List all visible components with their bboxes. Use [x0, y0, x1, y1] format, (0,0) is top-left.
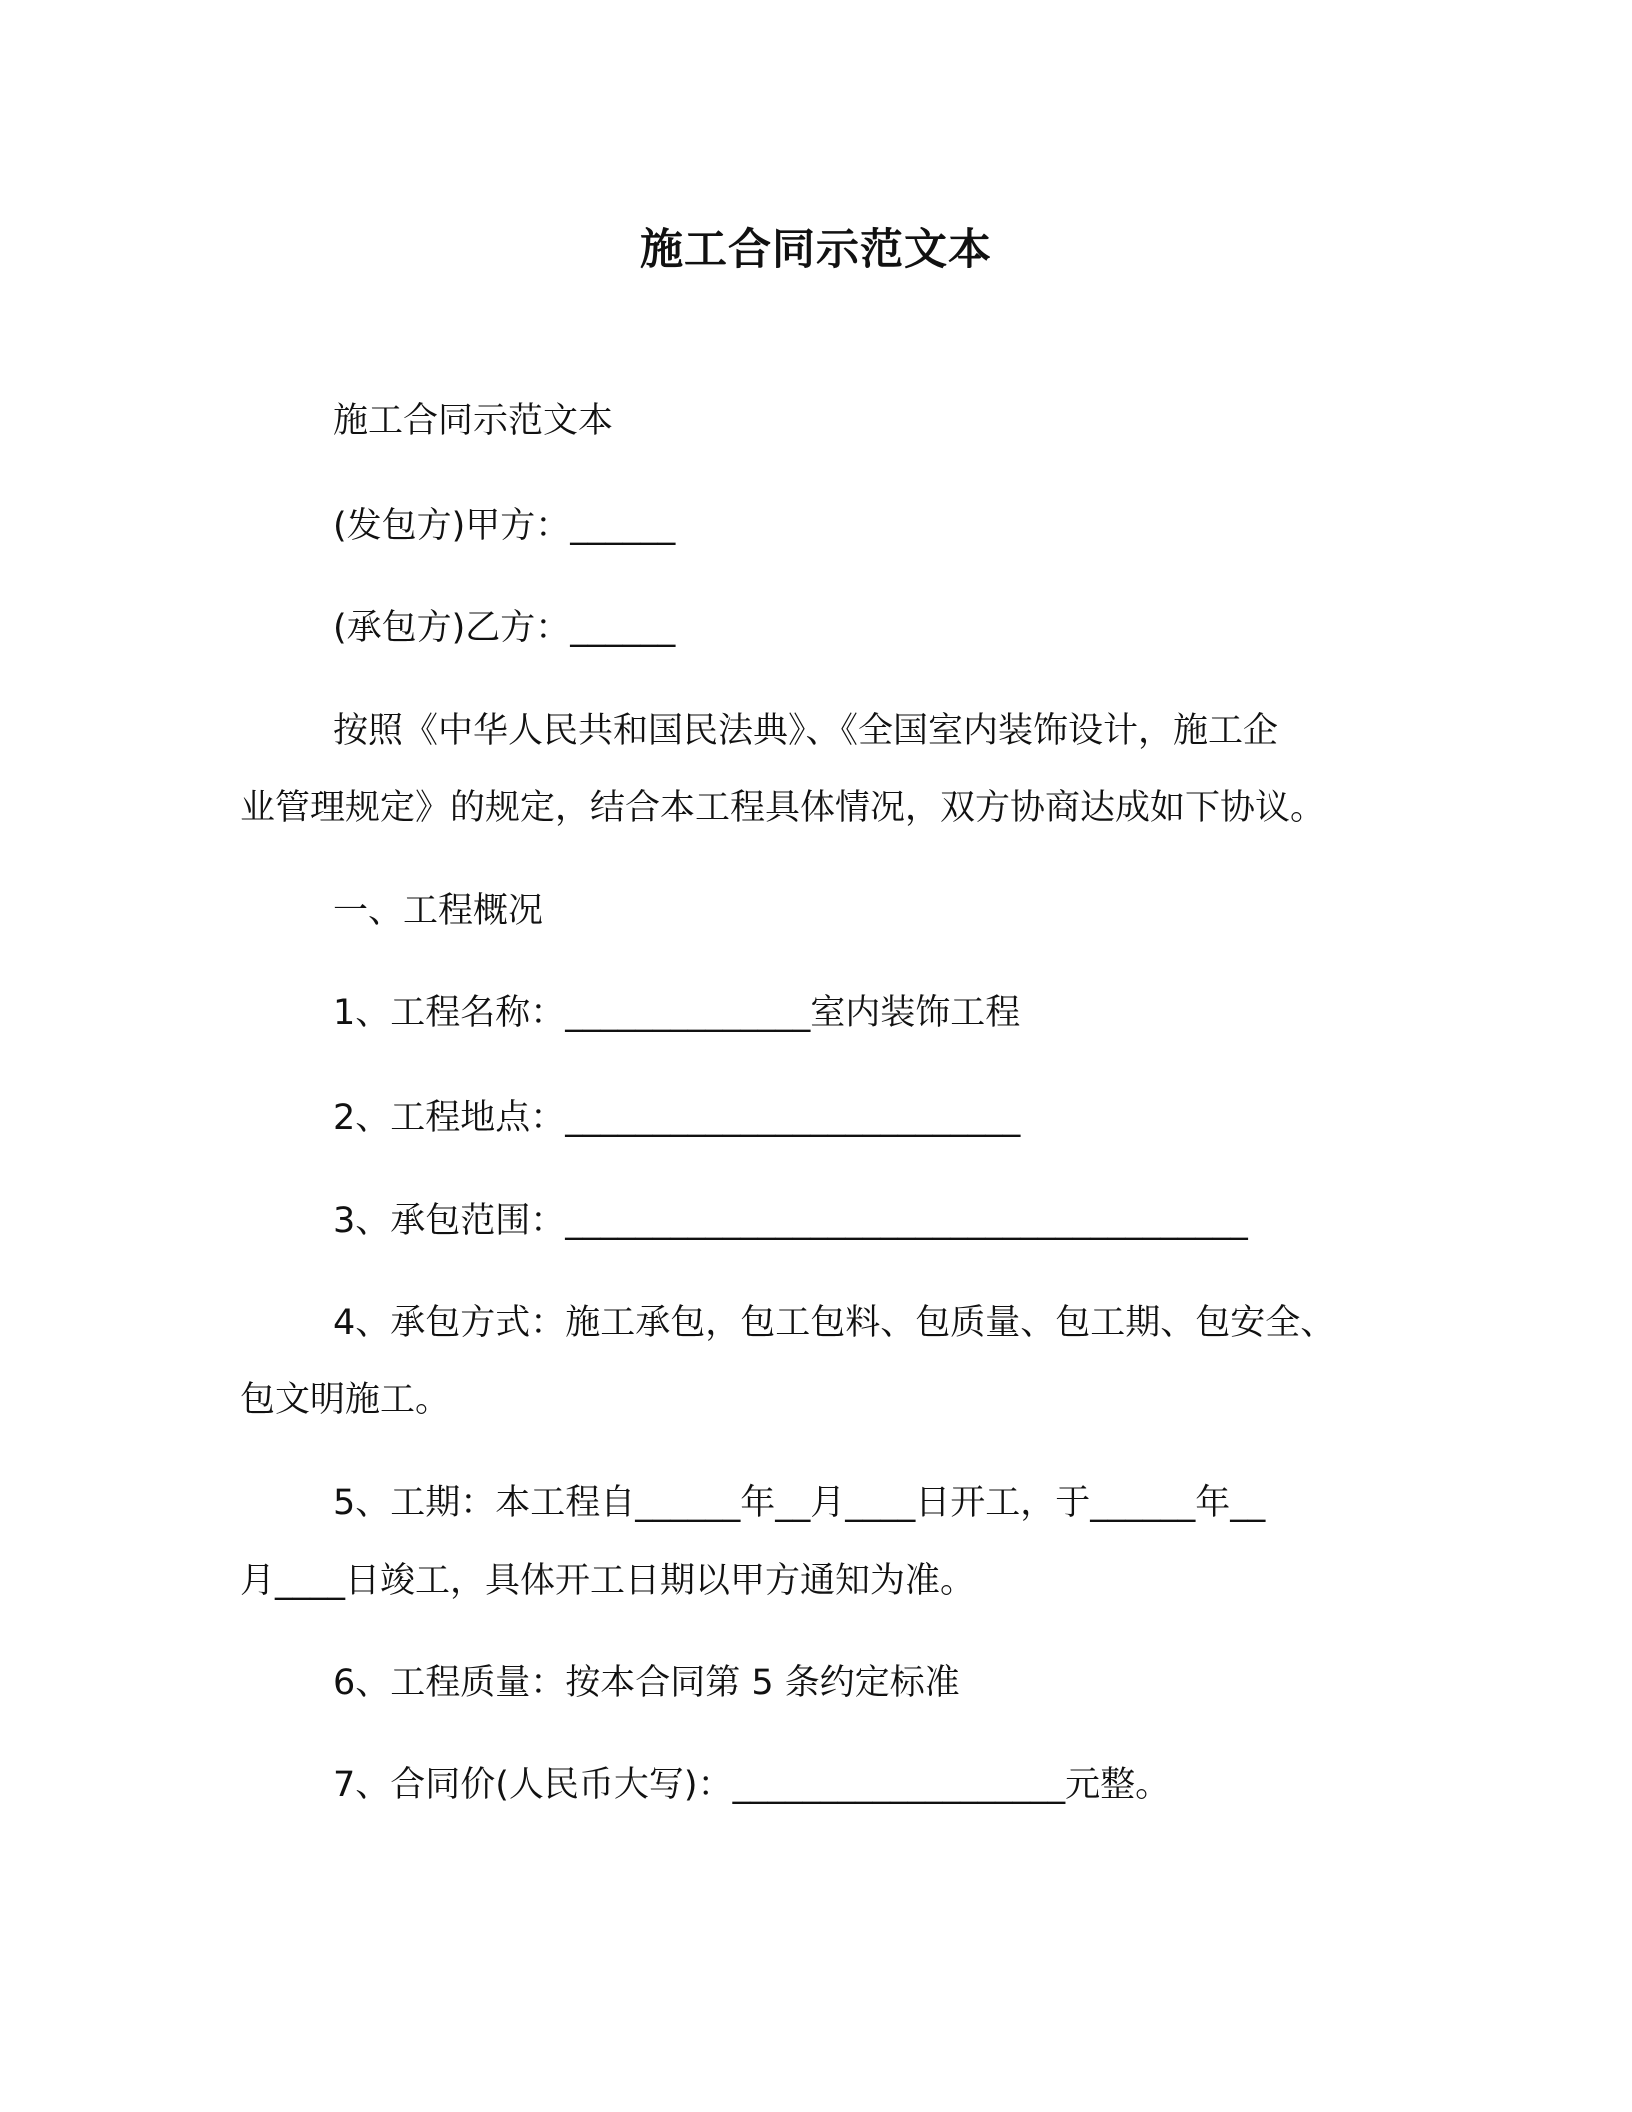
clause-7-line: 7、合同价(人民币大写)：___________________元整。: [333, 1765, 1171, 1805]
subtitle-line: 施工合同示范文本: [333, 401, 614, 441]
section-heading: 一、工程概况: [333, 891, 544, 931]
clause-5-line-2: 月____日竣工，具体开工日期以甲方通知为准。: [240, 1561, 976, 1601]
clause-5-line-1: 5、工期：本工程自______年__月____日开工，于______年__: [333, 1483, 1266, 1523]
document-title: 施工合同示范文本: [640, 225, 992, 275]
clause-2-line: 2、工程地点：__________________________: [333, 1098, 1021, 1138]
clause-6-line: 6、工程质量：按本合同第 5 条约定标准: [333, 1663, 960, 1703]
clause-4-line-1: 4、承包方式：施工承包，包工包料、包质量、包工期、包安全、: [333, 1303, 1336, 1343]
party-a-line: (发包方)甲方：______: [333, 506, 676, 546]
clause-4-line-2: 包文明施工。: [240, 1380, 451, 1420]
clause-3-line: 3、承包范围：_______________________________________: [333, 1201, 1248, 1241]
preamble-line-1: 按照《中华人民共和国民法典》、《全国室内装饰设计，施工企: [333, 711, 1279, 751]
party-b-line: (承包方)乙方：______: [333, 608, 676, 648]
clause-1-line: 1、工程名称：______________室内装饰工程: [333, 993, 1021, 1033]
preamble-line-2: 业管理规定》的规定，结合本工程具体情况，双方协商达成如下协议。: [240, 788, 1326, 828]
